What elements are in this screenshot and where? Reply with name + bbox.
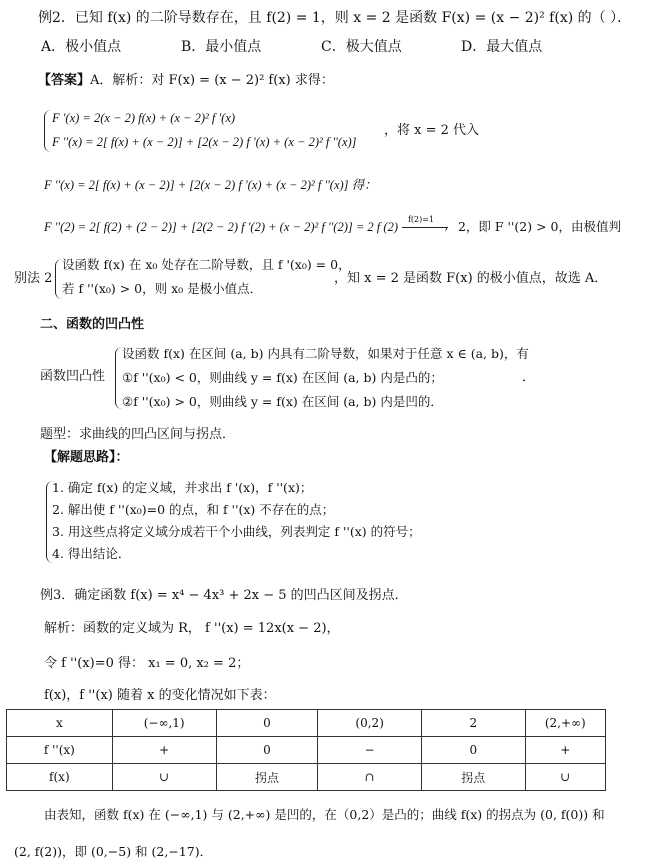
arrow-label: f(2)=1 (407, 215, 435, 224)
table-cell: 2 (422, 710, 526, 737)
table-row (7, 737, 606, 764)
table-cell: ∪ (525, 764, 605, 791)
table-cell: x (7, 710, 113, 737)
table-row (7, 710, 606, 737)
method-line-1: 设函数 f(x) 在 x₀ 处存在二阶导数，且 f '(x₀) = 0， (62, 257, 351, 272)
table-cell: (−∞,1) (112, 710, 216, 737)
table-cell: ∩ (318, 764, 422, 791)
table-cell: f ''(x) (7, 737, 113, 764)
sign-table (6, 709, 606, 791)
table-cell: ∪ (112, 764, 216, 791)
table-cell: 0 (422, 737, 526, 764)
ex3-solve: 令 f ''(x)=0 得： x₁ = 0, x₂ = 2； (44, 656, 250, 671)
option-a: A．极小值点 (41, 39, 122, 55)
method-line-2: 若 f ''(x₀) > 0，则 x₀ 是极小值点． (62, 281, 263, 296)
concavity-line-3: ②f ''(x₀) > 0，则曲线 y = f(x) 在区间 (a, b) 内是凹的． (122, 394, 443, 409)
table-cell: + (525, 737, 605, 764)
system-eq-1: F '(x) = 2(x − 2) f(x) + (x − 2)² f '(x) (52, 111, 236, 125)
table-cell: 0 (216, 710, 318, 737)
conclusion-line-1: 由表知，函数 f(x) 在 (−∞,1) 与 (2,+∞) 是凹的，在（0,2）是凸的；曲线 f(x) 的拐点为 (0, f(0)) 和 (44, 807, 605, 822)
equation-3-main: F ''(2) = 2[ f(2) + (2 − 2)] + [2(2 − 2) f '(2) + (x − 2)² f ''(2)] = 2 f (2) (44, 220, 398, 234)
ideas-heading: 【解题思路】： (44, 450, 129, 465)
section-heading: 二、函数的凹凸性 (40, 317, 145, 332)
concavity-line-1: 设函数 f(x) 在区间 (a, b) 内具有二阶导数，如果对于任意 x ∈ (a, b)，有 (122, 346, 529, 361)
ex3-question: 例3．确定函数 f(x) = x⁴ − 4x³ + 2x − 5 的凹凸区间及拐点． (40, 588, 408, 603)
equation-3 (44, 215, 621, 236)
answer-text: A．解析：对 F(x) = (x − 2)² f(x) 求得： (90, 73, 334, 88)
table-cell: (0,2) (318, 710, 422, 737)
table-row (7, 764, 606, 791)
option-b: B．最小值点 (181, 39, 262, 55)
system-brace (44, 110, 51, 152)
system-tail: ，将 x = 2 代入 (384, 123, 480, 138)
table-cell: (2,+∞) (525, 710, 605, 737)
table-cell: 0 (216, 737, 318, 764)
option-d: D．最大值点 (461, 39, 543, 55)
ex3-analysis: 解析：函数的定义域为 R， f ''(x) = 12x(x − 2)， (44, 621, 340, 636)
table-cell: + (112, 737, 216, 764)
step-4: 4. 得出结论． (52, 546, 131, 561)
arrow-line (402, 227, 448, 228)
option-c: C．极大值点 (321, 39, 402, 55)
table-cell: 拐点 (216, 764, 318, 791)
limit-arrow (402, 215, 454, 236)
system-eq-2: F ''(x) = 2[ f(x) + (x − 2)] + [2(x − 2) f '(x) + (x − 2)² f ''(x)] (52, 135, 357, 149)
step-3: 3. 用这些点将定义域分成若干个小曲线，列表判定 f ''(x) 的符号； (52, 524, 421, 539)
method-prefix: 别法 2 (14, 271, 53, 286)
table-cell: − (318, 737, 422, 764)
answer-label: 【答案】 (38, 73, 91, 88)
topic-line: 题型：求曲线的凹凸区间与拐点． (40, 427, 236, 442)
concavity-line-2: ①f ''(x₀) < 0，则曲线 y = f(x) 在区间 (a, b) 内是凸的； (122, 370, 443, 385)
step-1: 1. 确定 f(x) 的定义域，并求出 f '(x)，f ''(x)； (52, 480, 313, 495)
ex2-question: 例2．已知 f(x) 的二阶导数存在，且 f(2) = 1，则 x = 2 是函数 F(x) = (x − 2)² f(x) 的（ ）． (38, 10, 632, 26)
table-cell: f(x) (7, 764, 113, 791)
concavity-dot: ． (522, 370, 536, 385)
method-brace (55, 259, 62, 299)
equation-2: F ''(x) = 2[ f(x) + (x − 2)] + [2(x − 2) f '(x) + (x − 2)² f ''(x)] 得： (44, 178, 377, 192)
table-cell: 拐点 (422, 764, 526, 791)
conclusion-line-2: (2, f(2))，即 (0,−5) 和 (2,−17)． (14, 844, 213, 859)
method-tail: ，知 x = 2 是函数 F(x) 的极小值点，故选 A． (334, 271, 608, 286)
arrow-head: › (443, 224, 448, 235)
equation-3-tail: 2，即 F ''(2) > 0，由极值判 (457, 219, 621, 234)
answer-line (38, 72, 334, 90)
table-intro: f(x)，f ''(x) 随着 x 的变化情况如下表： (44, 688, 276, 703)
step-2: 2. 解出使 f ''(x₀)=0 的点，和 f ''(x) 不存在的点； (52, 502, 335, 517)
concavity-brace (115, 347, 122, 409)
concavity-label: 函数凹凸性 (40, 369, 106, 384)
